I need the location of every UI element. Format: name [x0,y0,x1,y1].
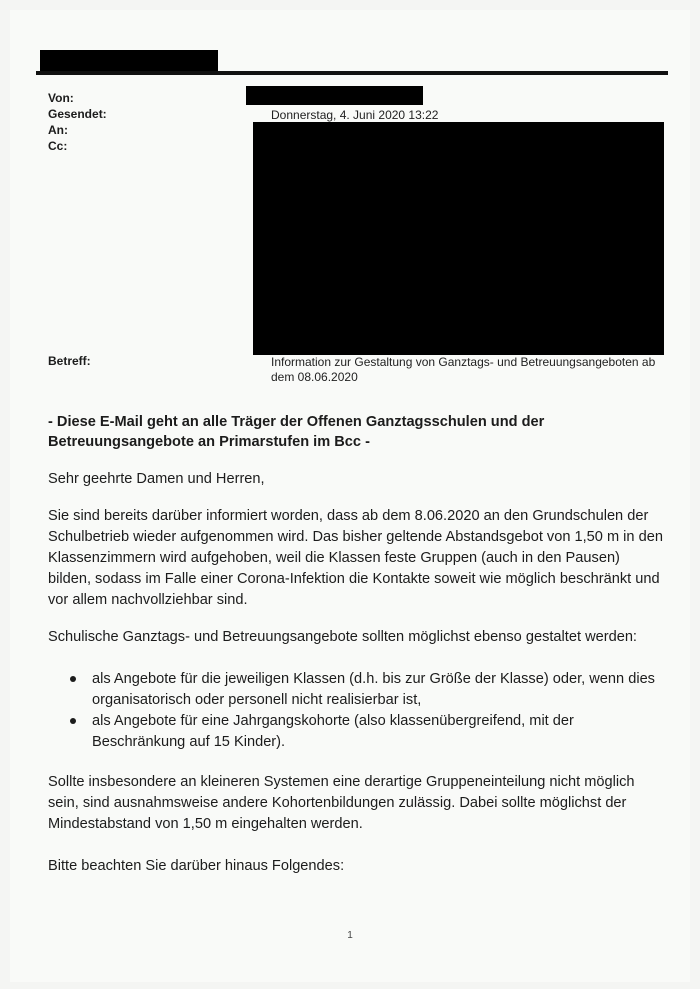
distribution-banner: - Diese E-Mail geht an alle Träger der Offenen Ganztagsschulen und der Betreuungsangebote an Primarstufen im Bcc - [48,414,545,450]
header-rule [36,71,668,75]
list-item [48,669,663,711]
redacted-recipients [253,122,664,355]
label-from: Von: [48,91,74,105]
paragraph-2: Schulische Ganztags- und Betreuungsangebote sollten möglichst ebenso gestaltet werden: [48,629,637,645]
greeting: Sehr geehrte Damen und Herren, [48,471,265,487]
paragraph-1: Sie sind bereits darüber informiert worden, dass ab dem 8.06.2020 an den Grundschulen der Schulbetrieb wieder aufgenommen wird. Das bisher geltende Abstandsgebot von 1,50 m in den Klassenzimmern wird aufgehoben, weil die Klassen feste Gruppen (auch in den Pausen) bilden, sodass im Falle einer Corona-Infektion die Kontakte soweit wie möglich beschränkt und vor allem nachvollziehbar sind. [48,508,663,608]
page-number: 1 [347,930,353,941]
subject-value: Information zur Gestaltung von Ganztags- und Betreuungsangeboten ab dem 08.06.2020 [271,355,656,384]
bullet-list [48,669,663,753]
label-to: An: [48,123,68,137]
label-sent: Gesendet: [48,107,107,121]
list-item [48,711,663,753]
label-cc: Cc: [48,139,68,153]
redacted-from-value [246,86,423,105]
list-item-text: als Angebote für eine Jahrgangskohorte (also klassenübergreifend, mit der Beschränkung auf 15 Kinder). [92,713,574,750]
bullet-icon [70,718,76,724]
label-subject: Betreff: [48,354,91,368]
redacted-sender-name [40,50,218,73]
bullet-icon [70,676,76,682]
paragraph-4: Bitte beachten Sie darüber hinaus Folgendes: [48,858,345,874]
list-item-text: als Angebote für die jeweiligen Klassen (d.h. bis zur Größe der Klasse) oder, wenn dies organisatorisch oder personell nicht realisierbar ist, [92,671,655,708]
paragraph-3: Sollte insbesondere an kleineren Systemen eine derartige Gruppeneinteilung nicht möglich sein, sind ausnahmsweise andere Kohortenbildungen zulässig. Dabei sollte möglichst der Mindestabstand von 1,50 m eingehalten werden. [48,774,635,832]
sent-value: Donnerstag, 4. Juni 2020 13:22 [271,108,439,122]
